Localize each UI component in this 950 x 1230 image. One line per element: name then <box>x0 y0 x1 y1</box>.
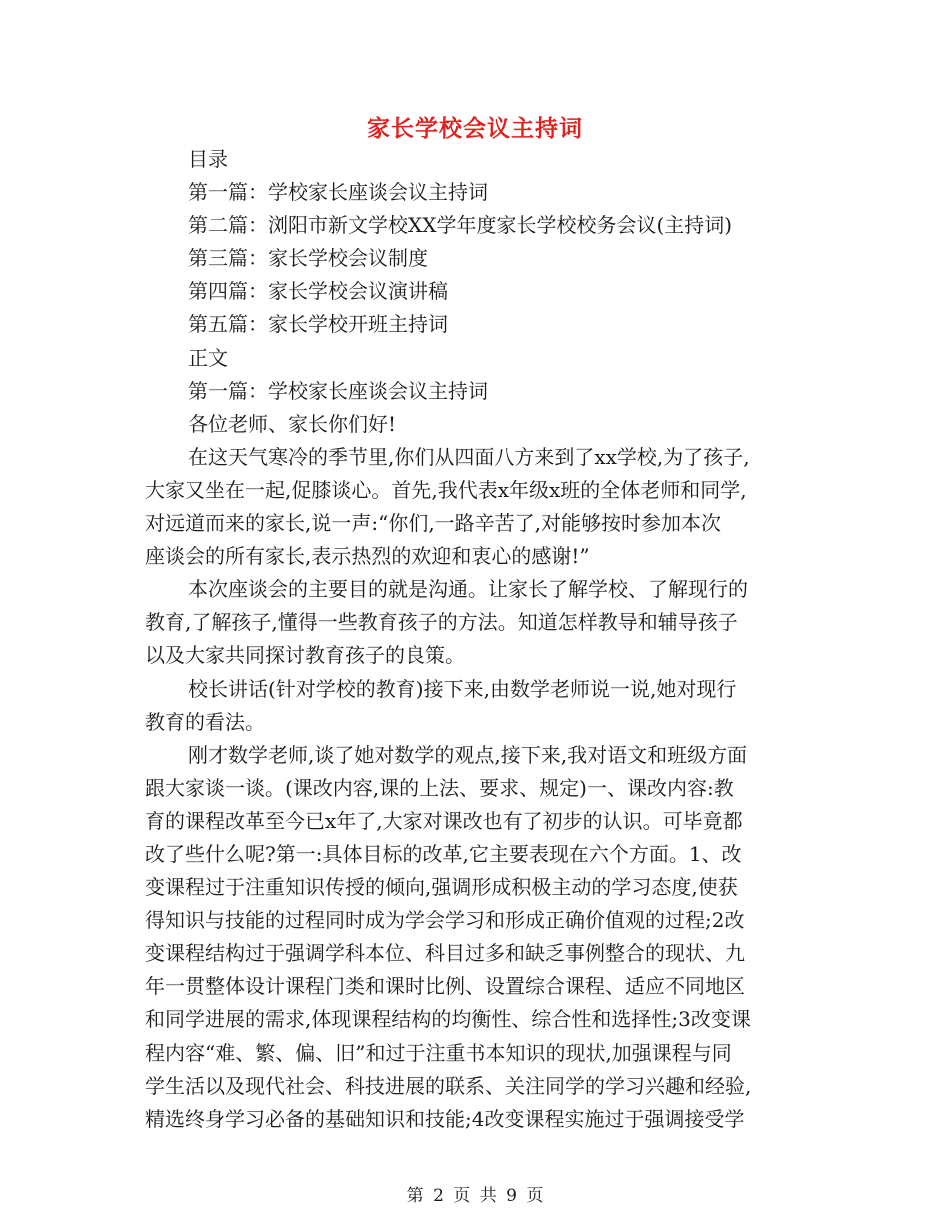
text-line: 座谈会的所有家长,表示热烈的欢迎和衷心的感谢!” <box>145 544 590 569</box>
text-line: 在这天气寒冷的季节里,你们从四面八方来到了xx学校,为了孩子, <box>188 444 750 469</box>
text-line: 校长讲话(针对学校的教育)接下来,由数学老师说一说,她对现行 <box>188 676 737 701</box>
text-line: 教育,了解孩子,懂得一些教育孩子的方法。知道怎样教导和辅导孩子 <box>145 610 738 635</box>
text-line: 第一篇：学校家长座谈会议主持词 <box>188 378 488 403</box>
text-line: 正文 <box>188 345 228 370</box>
text-line: 目录 <box>188 147 228 171</box>
text-line: 变课程结构过于强调学科本位、科目过多和缺乏事例整合的现状、九 <box>145 941 745 966</box>
text-line: 精选终身学习必备的基础知识和技能;4改变课程实施过于强调接受学 <box>145 1106 745 1131</box>
text-line: 对远道而来的家长,说一声:“你们,一路辛苦了,对能够按时参加本次 <box>145 511 722 536</box>
text-line: 得知识与技能的过程同时成为学会学习和形成正确价值观的过程;2改 <box>145 908 745 933</box>
text-line: 各位老师、家长你们好! <box>188 411 397 436</box>
text-line: 跟大家谈一谈。(课改内容,课的上法、要求、规定)一、课改内容:教 <box>145 775 734 800</box>
text-line: 变课程过于注重知识传授的倾向,强调形成积极主动的学习态度,使获 <box>145 875 738 900</box>
text-line: 第二篇：浏阳市新文学校XX学年度家长学校校务会议(主持词) <box>188 213 733 238</box>
text-line: 以及大家共同探讨教育孩子的良策。 <box>145 643 465 668</box>
text-line: 育的课程改革至今已x年了,大家对课改也有了初步的认识。可毕竟都 <box>145 808 743 833</box>
text-line: 教育的看法。 <box>145 709 265 734</box>
text-line: 大家又坐在一起,促膝谈心。首先,我代表x年级x班的全体老师和同学, <box>145 477 747 502</box>
text-line: 和同学进展的需求,体现课程结构的均衡性、综合性和选择性;3改变课 <box>145 1007 751 1032</box>
page-footer: 第 2 页 共 9 页 <box>406 1186 544 1206</box>
text-line: 程内容“难、繁、偏、旧”和过于注重书本知识的现状,加强课程与同 <box>145 1040 732 1065</box>
text-line: 刚才数学老师,谈了她对数学的观点,接下来,我对语文和班级方面 <box>188 742 748 767</box>
text-line: 改了些什么呢?第一:具体目标的改革,它主要表现在六个方面。1、改 <box>145 841 742 866</box>
text-line: 学生活以及现代社会、科技进展的联系、关注同学的学习兴趣和经验, <box>145 1073 752 1098</box>
text-line: 年一贯整体设计课程门类和课时比例、设置综合课程、适应不同地区 <box>145 974 745 999</box>
text-line: 第一篇：学校家长座谈会议主持词 <box>188 180 488 205</box>
text-line: 第三篇：家长学校会议制度 <box>188 246 428 271</box>
document-title: 家长学校会议主持词 <box>367 115 583 142</box>
text-line: 第五篇：家长学校开班主持词 <box>188 312 448 337</box>
document-body <box>145 143 813 1136</box>
text-line: 本次座谈会的主要目的就是沟通。让家长了解学校、了解现行的 <box>188 577 748 602</box>
text-line: 第四篇：家长学校会议演讲稿 <box>188 279 448 304</box>
